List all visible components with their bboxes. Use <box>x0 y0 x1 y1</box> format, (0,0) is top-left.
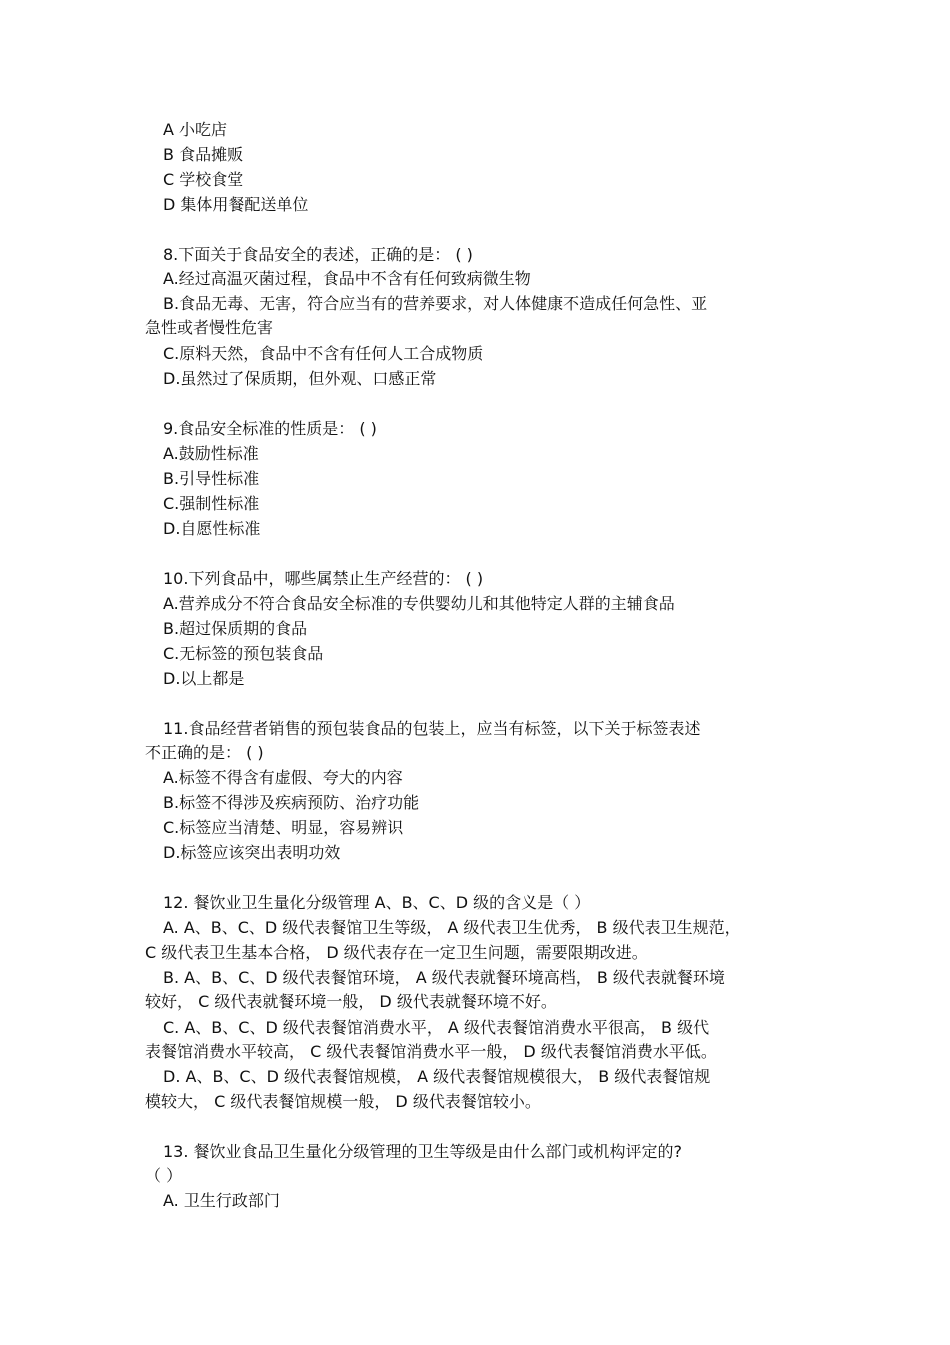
q13-stem-cont: （ ） <box>145 1166 183 1185</box>
q12-option-d-cont: 模较大， C 级代表餐馆规模一般， D 级代表餐馆较小。 <box>145 1092 541 1111</box>
q12-option-b: B. A、B、C、D 级代表餐馆环境， A 级代表就餐环境高档， B 级代表就餐环境 <box>163 968 725 987</box>
q7-option-a: A 小吃店 <box>163 120 228 139</box>
q10-option-c: C.无标签的预包装食品 <box>163 644 324 663</box>
q12-stem: 12. 餐饮业卫生量化分级管理 A、B、C、D 级的含义是（ ） <box>163 893 591 912</box>
q7-option-d: D 集体用餐配送单位 <box>163 195 309 214</box>
q9-option-b: B.引导性标准 <box>163 469 260 488</box>
q11-option-a: A.标签不得含有虚假、夸大的内容 <box>163 768 403 787</box>
q9-option-a: A.鼓励性标准 <box>163 444 259 463</box>
q9-option-c: C.强制性标准 <box>163 494 260 513</box>
q10-option-d: D.以上都是 <box>163 669 245 688</box>
q11-option-c: C.标签应当清楚、明显，容易辨识 <box>163 818 404 837</box>
q7-option-b: B 食品摊贩 <box>163 145 244 164</box>
q10-option-b: B.超过保质期的食品 <box>163 619 308 638</box>
q7-option-c: C 学校食堂 <box>163 170 244 189</box>
q9-option-d: D.自愿性标准 <box>163 519 261 538</box>
q9-stem: 9.食品安全标准的性质是： ( ) <box>163 419 377 438</box>
q12-option-b-cont: 较好， C 级代表就餐环境一般， D 级代表就餐环境不好。 <box>145 992 557 1011</box>
q8-option-c: C.原料天然，食品中不含有任何人工合成物质 <box>163 344 484 363</box>
q8-option-b: B.食品无毒、无害，符合应当有的营养要求，对人体健康不造成任何急性、亚 <box>163 294 708 313</box>
q12-option-c: C. A、B、C、D 级代表餐馆消费水平， A 级代表餐馆消费水平很高， B 级代 <box>163 1018 710 1037</box>
q13-option-a: A. 卫生行政部门 <box>163 1191 280 1210</box>
q10-stem: 10.下列食品中，哪些属禁止生产经营的： ( ) <box>163 569 484 588</box>
q8-option-d: D.虽然过了保质期，但外观、口感正常 <box>163 369 437 388</box>
q10-option-a: A.营养成分不符合食品安全标准的专供婴幼儿和其他特定人群的主辅食品 <box>163 594 675 613</box>
q8-option-b-cont: 急性或者慢性危害 <box>145 318 274 337</box>
q11-option-b: B.标签不得涉及疾病预防、治疗功能 <box>163 793 420 812</box>
q8-stem: 8.下面关于食品安全的表述，正确的是： ( ) <box>163 245 473 264</box>
q11-option-d: D.标签应该突出表明功效 <box>163 843 341 862</box>
q11-stem: 11.食品经营者销售的预包装食品的包装上，应当有标签，以下关于标签表述 <box>163 719 701 738</box>
q8-option-a: A.经过高温灭菌过程，食品中不含有任何致病微生物 <box>163 269 531 288</box>
q11-stem-cont: 不正确的是： ( ) <box>145 743 264 762</box>
q12-option-a-cont: C 级代表卫生基本合格， D 级代表存在一定卫生问题，需要限期改进。 <box>145 943 648 962</box>
q13-stem: 13. 餐饮业食品卫生量化分级管理的卫生等级是由什么部门或机构评定的? <box>163 1142 683 1161</box>
q12-option-d: D. A、B、C、D 级代表餐馆规模， A 级代表餐馆规模很大， B 级代表餐馆规 <box>163 1067 711 1086</box>
q12-option-c-cont: 表餐馆消费水平较高， C 级代表餐馆消费水平一般， D 级代表餐馆消费水平低。 <box>145 1042 717 1061</box>
q12-option-a: A. A、B、C、D 级代表餐馆卫生等级， A 级代表卫生优秀， B 级代表卫生规范， <box>163 918 741 937</box>
